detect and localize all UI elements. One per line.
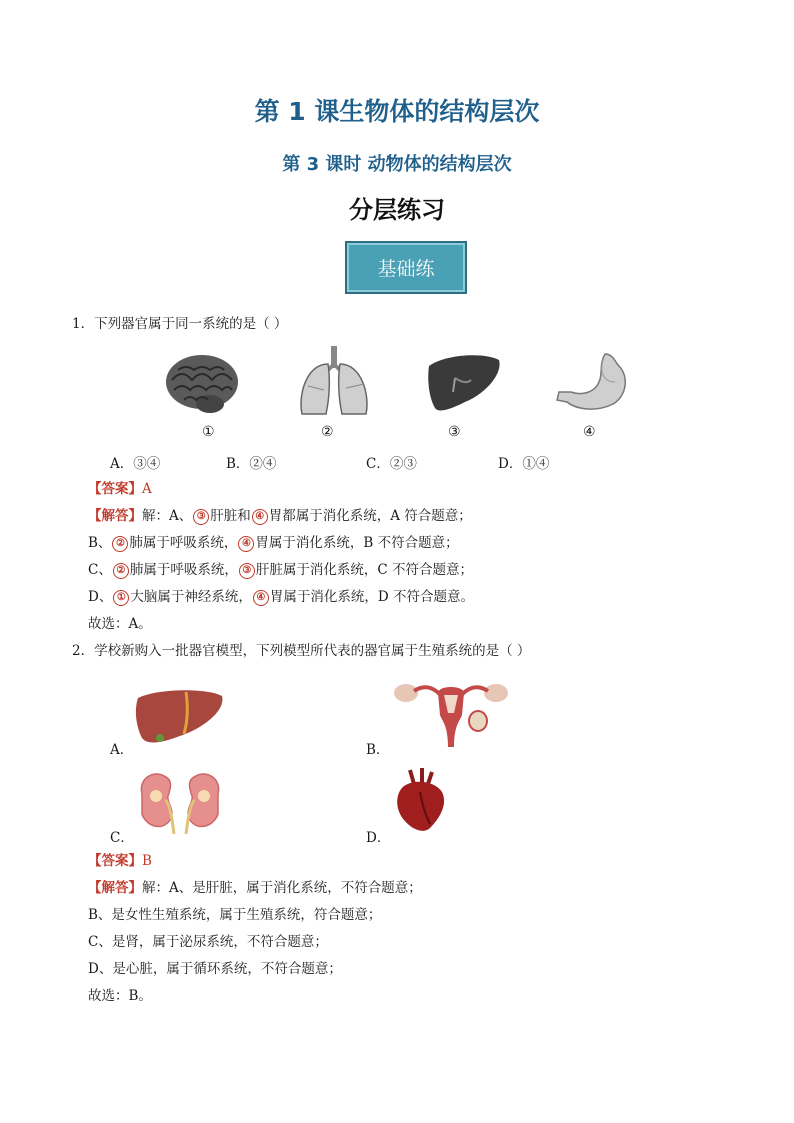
answer-value: A: [142, 481, 152, 497]
q1-analysis-line-3: [88, 561, 473, 579]
q2-stem: 2．学校新购入一批器官模型，下列模型所代表的器官属于生殖系统的是（ ）: [72, 643, 531, 659]
analysis-tag: 【解答】: [88, 508, 142, 524]
q2-analysis-line-2: B、是女性生殖系统，属于生殖系统，符合题意；: [88, 907, 382, 923]
page-subtitle: 第 3 课时 动物体的结构层次: [282, 154, 512, 175]
circled-number: ④: [238, 536, 254, 552]
answer-tag: 【答案】: [88, 853, 142, 869]
q1-option-c: C．②③: [366, 456, 417, 472]
circled-number: ③: [239, 563, 255, 579]
stomach-icon: [555, 352, 629, 414]
text: 肝脏和: [210, 508, 251, 524]
circled-number: ③: [193, 509, 209, 525]
text: 解：A、是肝脏，属于消化系统，不符合题意；: [142, 880, 422, 896]
q1-answer: [88, 480, 152, 498]
brain-icon: [164, 352, 240, 416]
circled-number: ②: [113, 563, 129, 579]
q1-analysis-line-2: [88, 534, 459, 552]
text: 肺属于呼吸系统，: [129, 535, 238, 551]
q1-image-label-4: ④: [583, 424, 596, 440]
q2-analysis-line-4: D、是心脏，属于循环系统，不符合题意；: [88, 961, 342, 977]
text: 胃属于消化系统，D 不符合题意。: [269, 589, 474, 605]
heart-model-icon: [394, 768, 448, 834]
text: 大脑属于神经系统，: [130, 589, 252, 605]
q2-analysis-line-1: [88, 879, 422, 897]
text: 胃都属于消化系统，A 符合题意；: [268, 508, 472, 524]
q2-conclusion: 故选：B。: [88, 988, 152, 1004]
answer-tag: 【答案】: [88, 481, 142, 497]
q2-answer: [88, 852, 152, 870]
q1-option-a: A．③④: [110, 456, 161, 472]
lungs-icon: [296, 346, 372, 418]
text: 胃属于消化系统，B 不符合题意；: [255, 535, 459, 551]
page-title: 第 1 课生物体的结构层次: [254, 97, 540, 126]
q1-analysis-line-4: [88, 588, 474, 606]
kidney-model-icon: [136, 770, 224, 834]
q1-option-b: B．②④: [226, 456, 277, 472]
text: 肝脏属于消化系统，C 不符合题意；: [255, 562, 473, 578]
q2-option-c: C．: [110, 830, 134, 846]
circled-number: ①: [113, 590, 129, 606]
text: B、: [88, 535, 112, 551]
level-badge: 基础练: [345, 241, 467, 294]
q1-option-d: D．①④: [498, 456, 550, 472]
circled-number: ④: [253, 590, 269, 606]
liver-icon: [425, 352, 503, 414]
text: 肺属于呼吸系统，: [129, 562, 238, 578]
uterus-model-icon: [392, 675, 510, 747]
text: 解：A、: [142, 508, 193, 524]
text: D、: [88, 589, 113, 605]
analysis-tag: 【解答】: [88, 880, 142, 896]
section-title: 分层练习: [349, 196, 445, 224]
q1-image-label-3: ③: [448, 424, 461, 440]
liver-model-icon: [134, 688, 226, 746]
q2-option-b: B．: [366, 742, 390, 758]
q1-image-label-2: ②: [321, 424, 334, 440]
q2-analysis-line-3: C、是肾，属于泌尿系统，不符合题意；: [88, 934, 328, 950]
answer-value: B: [142, 853, 152, 869]
q1-analysis-line-1: [88, 507, 472, 525]
q1-stem: 1．下列器官属于同一系统的是（ ）: [72, 316, 288, 332]
q1-image-label-1: ①: [202, 424, 215, 440]
q2-option-d: D．: [366, 830, 391, 846]
circled-number: ④: [252, 509, 268, 525]
text: C、: [88, 562, 112, 578]
circled-number: ②: [112, 536, 128, 552]
q1-conclusion: 故选：A。: [88, 616, 152, 632]
q2-option-a: A．: [110, 742, 134, 758]
